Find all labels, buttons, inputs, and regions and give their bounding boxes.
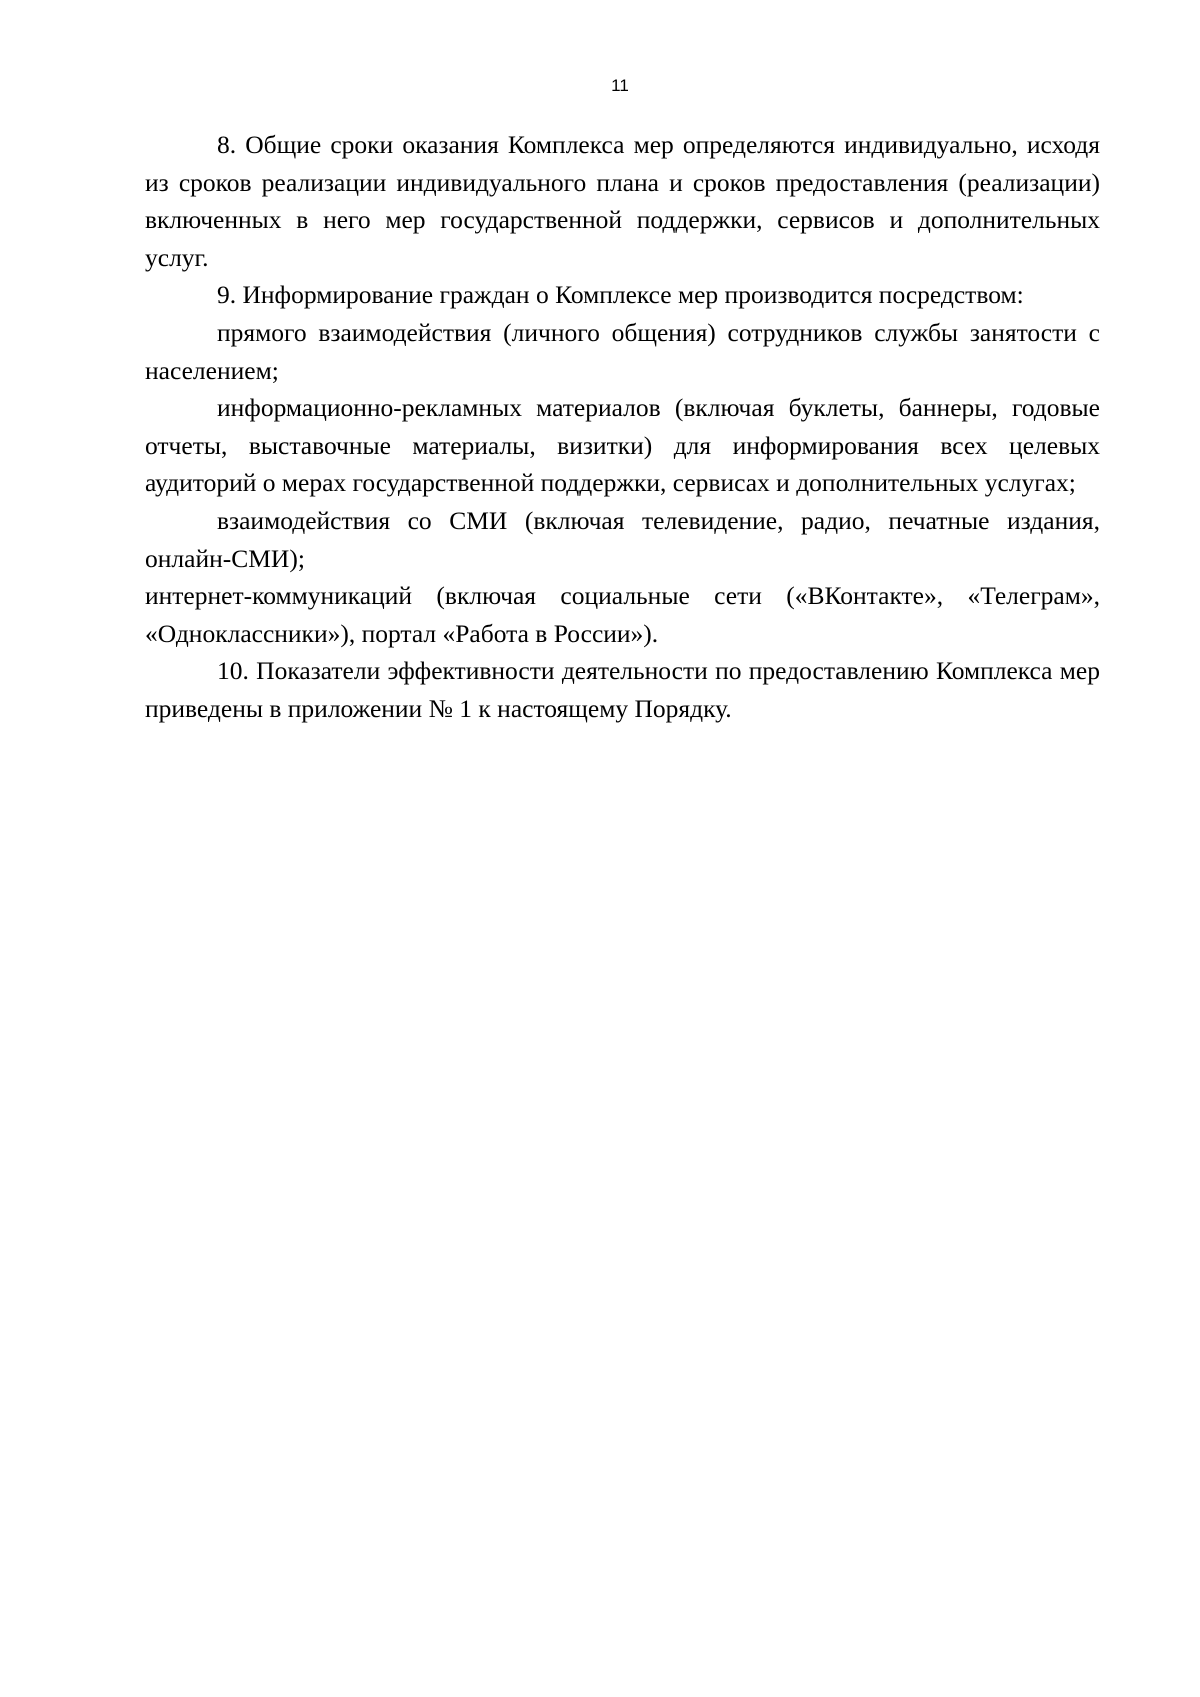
list-item-internet-communications: интернет-коммуникаций (включая социальные сети («ВКонтакте», «Телеграм», «Одноклассники»), портал «Работа в России»). [145, 581, 1100, 648]
document-body [145, 126, 1100, 728]
paragraph-8-general-terms: 8. Общие сроки оказания Комплекса мер определяются индивидуально, исходя из сроков реализации индивидуального плана и сроков предоставления (реализации) включенных в него мер государственной поддержки, сервисов и дополнительных услуг. [145, 130, 1100, 272]
page-number: 11 [611, 76, 629, 95]
paragraph-10-performance-indicators: 10. Показатели эффективности деятельности по предоставлению Комплекса мер приведены в приложении № 1 к настоящему Порядку. [145, 656, 1100, 723]
list-item-promo-materials: информационно-рекламных материалов (включая буклеты, баннеры, годовые отчеты, выставочные материалы, визитки) для информирования всех целевых аудиторий о мерах государственной поддержки, сервисах и дополнительных услугах; [145, 393, 1100, 498]
paragraph-9-informing: 9. Информирование граждан о Комплексе мер производится посредством: [217, 280, 1024, 310]
list-item-media-interaction: взаимодействия со СМИ (включая телевидение, радио, печатные издания, онлайн-СМИ); [145, 505, 1100, 573]
list-item-direct-interaction: прямого взаимодействия (личного общения) сотрудников службы занятости с населением; [145, 317, 1100, 385]
